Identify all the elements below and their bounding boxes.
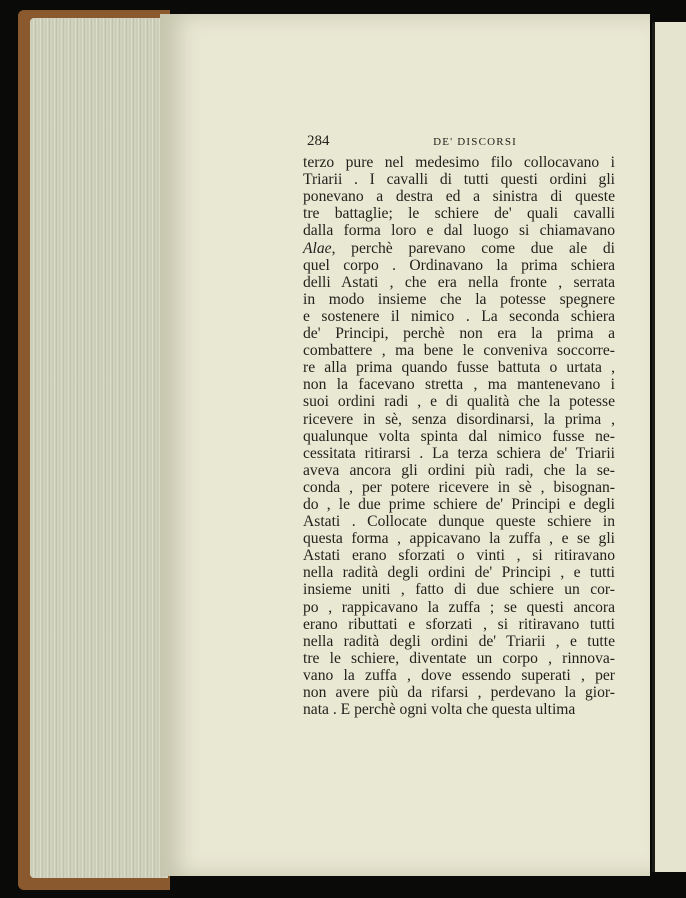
text-line: vano la zuffa , dove essendo superati , per bbox=[303, 666, 615, 684]
text-line: nella radità degli ordini de' Triarii , e tutte bbox=[303, 632, 615, 650]
page-number: 284 bbox=[307, 133, 330, 149]
text-line: combattere , ma bene le conveniva soccorre- bbox=[303, 342, 615, 360]
text-line: conda , per potere ricevere in sè , bisognan- bbox=[303, 478, 615, 496]
running-header bbox=[307, 133, 517, 151]
text-line: tre battaglie; le schiere de' quali cavalli bbox=[303, 205, 615, 223]
text-line: cessitata ritirarsi . La terza schiera de' Triarii bbox=[303, 444, 615, 462]
italic-term: Alae bbox=[303, 239, 332, 257]
text-line: Astati erano sforzati o vinti , si ritiravano bbox=[303, 547, 615, 565]
text-line: in modo insieme che la potesse spegnere bbox=[303, 290, 615, 308]
text-line: Astati . Collocate dunque queste schiere in bbox=[303, 513, 615, 531]
text-line: insieme uniti , fatto di due schiere un cor- bbox=[303, 581, 615, 599]
page-stack-edges bbox=[30, 18, 168, 878]
page-text-block bbox=[303, 133, 615, 718]
text-line: suoi ordini radi , e di qualità che la potesse bbox=[303, 393, 615, 411]
text-line: questa forma , appicavano la zuffa , e se gli bbox=[303, 530, 615, 548]
text-line: do , le due prime schiere de' Principi e degli bbox=[303, 495, 615, 513]
text-line: aveva ancora gli ordini più radi, che la se- bbox=[303, 461, 615, 479]
facing-page-edge bbox=[652, 22, 686, 872]
text-line: ponevano a destra ed a sinistra di queste bbox=[303, 188, 615, 206]
text-line-rest: , perchè parevano come due ale di bbox=[331, 239, 615, 257]
text-line: terzo pure nel medesimo filo collocavano i bbox=[303, 154, 615, 172]
text-line: nella radità degli ordini de' Principi , e tutti bbox=[303, 564, 615, 582]
text-line: po , rappicavano la zuffa ; se questi ancora bbox=[303, 598, 615, 616]
text-line: tre le schiere, diventate un corpo , rinnova- bbox=[303, 649, 615, 667]
text-line: e sostenere il nimico . La seconda schiera bbox=[303, 307, 615, 325]
text-line: non la facevano stretta , ma mantenevano i bbox=[303, 376, 615, 394]
text-line: quel corpo . Ordinavano la prima schiera bbox=[303, 256, 615, 274]
text-line: non avere più da rifarsi , perdevano la gior- bbox=[303, 684, 615, 701]
text-line: de' Principi, perchè non era la prima a bbox=[303, 325, 615, 343]
text-line: Triarii . I cavalli di tutti questi ordini gli bbox=[303, 171, 615, 189]
text-line: dalla forma loro e dal luogo si chiamavano bbox=[303, 222, 615, 240]
text-line: delli Astati , che era nella fronte , serrata bbox=[303, 273, 615, 291]
running-title: DE' DISCORSI bbox=[433, 136, 517, 148]
text-line: ricevere in sè, senza disordinarsi, la prima , bbox=[303, 410, 615, 428]
text-line: erano ributtati e sforzati , si ritiravano tutti bbox=[303, 615, 615, 633]
text-line bbox=[303, 240, 615, 257]
text-line: qualunque volta spinta dal nimico fusse ne- bbox=[303, 427, 615, 445]
text-line: re alla prima quando fusse battuta o urtata , bbox=[303, 359, 615, 377]
text-line: nata . E perchè ogni volta che questa ultima bbox=[303, 701, 576, 719]
